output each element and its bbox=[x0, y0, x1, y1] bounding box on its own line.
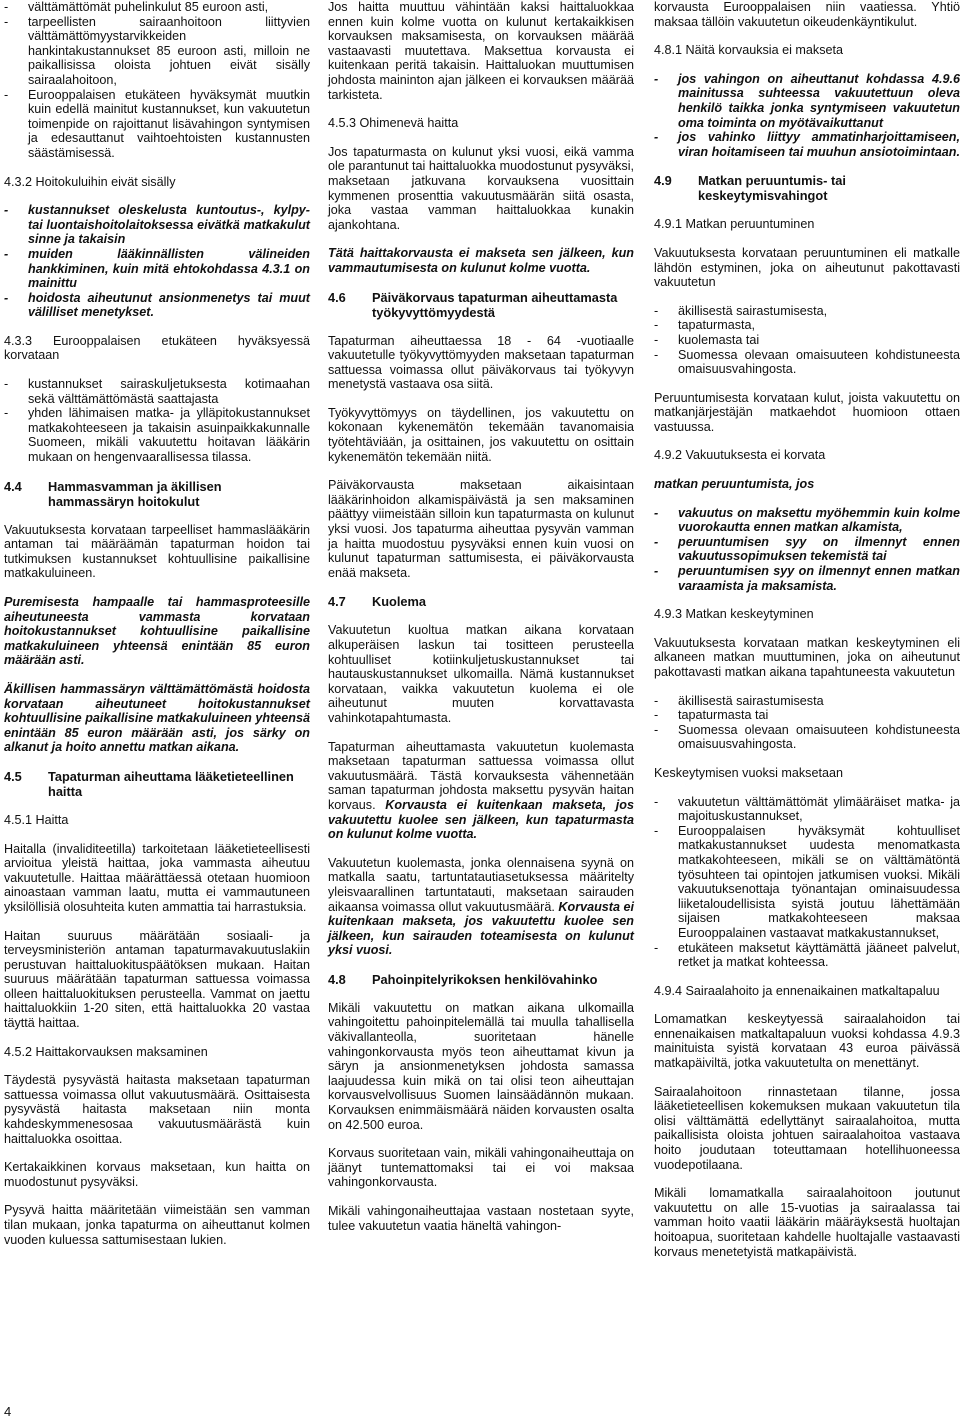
paragraph: Työkyvyttömyys on täydellinen, jos vakuutettu on kokonaan kykenemätön tekemään tavanomaisia työtehtäviään, ja osittainen, jos vakuutettu on osittain kykenemätön tekemään niitä. bbox=[328, 405, 634, 464]
paragraph: Vakuutuksesta korvataan peruuntuminen eli matkalle lähdön estyminen, joka on aiheutunut pakottavasti vakuutetun bbox=[654, 245, 960, 290]
heading-4-4: 4.4 Hammasvamman ja äkillisen hammassäryn hoitokulut bbox=[4, 478, 222, 509]
list-item: - yhden lähimaisen matka- ja ylläpitokustannukset matkakohteeseen ja takaisin asuinpaikkakunnalle Suomeen, mikäli vakuutettu hoitavan lääkärin mukaan on hengenvaarallisessa tilassa. bbox=[4, 406, 310, 464]
list-4-9-2 bbox=[654, 506, 960, 594]
paragraph: Pysyvä haitta määritetään viimeistään sen vamman tilan mukaan, jonka tapaturma on aiheuttanut kolmen vuoden kuluessa sattumisestaan lukien. bbox=[4, 1203, 310, 1247]
list-4-9-3-payments bbox=[654, 795, 960, 970]
list-4-3-2 bbox=[4, 203, 310, 320]
page-number: 4 bbox=[4, 1404, 12, 1419]
heading-4-6: 4.6 Päiväkorvaus tapaturman aiheuttamasta työkyvyttömyydestä bbox=[328, 289, 618, 320]
paragraph: Jos haitta muuttuu vähintään kaksi haittaluokkaa ennen kuin kolme vuotta on kulunut kertakaikkisen korvauksen maksamisesta, on korvauksen määrää vastaavasti muutettava. Maksettua korvausta ei kuitenkaan peritä takaisin. Haittaluokan muuttumisen johdosta maininton ajan jälkeen ei korvauksen määrää tarkisteta. bbox=[328, 0, 634, 102]
subheading-4-9-2: 4.9.2 Vakuutuksesta ei korvata bbox=[654, 448, 826, 463]
list-item: - kustannukset oleskelusta kuntoutus-, kylpy- tai luontaishoitolaitoksessa eivätkä matkakulut sinne ja takaisin bbox=[4, 203, 310, 247]
paragraph: Vakuutetun kuoltua matkan aikana korvataan alkuperäisen laskun tai tositteen perusteella kohtuulliset kotiinkuljetuskustannukset tai hautauskustannukset ulkomailla. Nämä kustannukset korvataan, vaikka vakuutetun kuolema ei ole aiheutunut muuten korvattavasta vahinkotapahtumasta. bbox=[328, 623, 634, 725]
column-3 bbox=[654, 0, 960, 1273]
paragraph: Mikäli vahingonaiheuttajaa vastaan nostetaan syyte, tulee vakuutetun vaatia häneltä vahingon- bbox=[328, 1204, 634, 1233]
paragraph: Haitalla (invaliditeetilla) tarkoitetaan lääketieteellisesti arvioitua yleistä haittaa, joka vammasta aiheutuu vakuutetulle. Haittaa määrättäessä otetaan huomioon ainoastaan vamman laatu, mutta ei vammautuneen yksilöllisiä olosuhteita kuten ammattia tai harrastuksia. bbox=[4, 841, 310, 914]
list-item: - hoidosta aiheutunut ansionmenetys tai muut välilliset menetykset. bbox=[4, 291, 310, 320]
list-4-3-3 bbox=[4, 377, 310, 465]
subheading-4-5-2: 4.5.2 Haittakorvauksen maksaminen bbox=[4, 1044, 208, 1059]
paragraph: Täydestä pysyvästä haitasta maksetaan tapaturman sattuessa voimassa ollut vakuutusmäärä. Osittaisesta pysyvästä haitasta maksetaan niin monta kahdeskymmenesosaa vakuutusmäärästä kuin haittaluokka osoittaa. bbox=[4, 1073, 310, 1146]
list-item: - Suomessa olevaan omaisuuteen kohdistuneesta omaisuusvahingosta. bbox=[654, 348, 960, 377]
list-item: - tapaturmasta, bbox=[654, 318, 960, 333]
heading-4-5: 4.5 Tapaturman aiheuttama lääketieteellinen haitta bbox=[4, 768, 294, 799]
list-4-9-3 bbox=[654, 694, 960, 752]
list-item: - kustannukset sairaskuljetuksesta kotimaahan sekä välttämättömästä saattajasta bbox=[4, 377, 310, 406]
list-4-8-1 bbox=[654, 72, 960, 160]
subheading-4-9-3: 4.9.3 Matkan keskeytyminen bbox=[654, 607, 814, 622]
list-item: - Suomessa olevaan omaisuuteen kohdistuneesta omaisuusvahingosta. bbox=[654, 723, 960, 752]
list-item: - peruuntumisen syy on ilmennyt ennen vakuutussopimuksen tekemistä tai bbox=[654, 535, 960, 564]
heading-4-9: 4.9 Matkan peruuntumis- tai keskeytymisvahingot bbox=[654, 173, 846, 204]
paragraph: Vakuutetun kuolemasta, jonka olennaisena syynä on matkalla saatu, tartuntatautiasetuksessa määritelty yleisvaarallinen tartuntatauti, maksetaan sairauden aikaansa voimassa ollut vakuutusmäärä. Korvausta ei kuitenkaan makseta, jos vakuutettu kuolee sen jälkeen, kun sairauden toteamisesta on kulunut yksi vuosi. bbox=[328, 855, 635, 958]
paragraph: Haitan suuruus määrätään sosiaali- ja terveysministeriön antaman tapaturmavakuutuslakiin perustuvan haittaluokituspäätöksen mukaan. Haitan suuruus määrätään tapaturman sattuessa voimassa olleen haittaluokituksen perusteella. Vammat on jaettu haittaluokkiin 1-20 siten, että haittaluokka 20 vastaa täyttä haittaa. bbox=[4, 928, 310, 1031]
list-item: - äkillisestä sairastumisesta, bbox=[654, 304, 960, 319]
subheading-4-8-1: 4.8.1 Näitä korvauksia ei makseta bbox=[654, 43, 843, 58]
paragraph: korvausta Eurooppalaisen niin vaatiessa. Yhtiö maksaa tällöin vakuutetun oikeudenkäyntikulut. bbox=[654, 0, 960, 29]
subheading-4-5-1: 4.5.1 Haitta bbox=[4, 812, 69, 827]
list-item: - Eurooppalaisen etukäteen hyväksymät muutkin kuin edellä mainitut kustannukset, kun vakuutetun toimenpide on rajoittanut lisävahingon syntymisen ja edesauttanut vaihtoehtoisten kustannusten säästämisessä. bbox=[4, 88, 310, 161]
list-item: - kuolemasta tai bbox=[654, 333, 960, 348]
paragraph: Tapaturman aiheuttamasta vakuutetun kuolemasta maksetaan tapaturman sattuessa voimassa ollut vakuutusmäärä. Tästä korvauksesta vähennetään saman tapaturman johdosta maksettu pysyvän haitan korvaus. Korvausta ei kuitenkaan makseta, jos vakuutettu kuolee sen jälkeen, kun tapaturmasta on kulunut kolme vuotta. bbox=[328, 739, 634, 842]
paragraph: Päiväkorvausta maksetaan aikaisintaan lääkärinhoidon alkamispäivästä ja sen maksaminen päättyy viimeistään silloin kun tapaturmasta on kulunut yksi vuosi. Jos tapaturma aiheuttaa pysyvän vamman ja haitta muodostuu pysyväksi ennen kuin vuosi on kulunut tapaturman sattumisesta, ei päiväkorvausta enää makseta. bbox=[328, 478, 634, 580]
paragraph: Vakuutuksesta korvataan tarpeelliset hammaslääkärin antaman tai määräämän tapaturman hoidon tai tutkimuksen kustannukset kohtuullisine paikallisine matkakuluineen. bbox=[4, 522, 310, 581]
subheading-4-9-1: 4.9.1 Matkan peruuntuminen bbox=[654, 217, 815, 232]
paragraph: Puremisesta hampaalle tai hammasproteesille aiheutuneesta vammasta korvataan hoitokustannukset kohtuullisine paikallisine matkakuluineen yhteensä enintään 85 euron määrään asti. bbox=[4, 595, 310, 668]
paragraph: Vakuutuksesta korvataan matkan keskeytyminen eli alkaneen matkan muuttuminen, joka on aiheutunut pakottavasti matkan aikana tapahtuneesta vakuutetun bbox=[654, 635, 960, 679]
list-item: - muiden lääkinnällisten välineiden hankkiminen, kuin mitä ehtokohdassa 4.3.1 on mainittu bbox=[4, 247, 310, 291]
subheading-4-3-3: 4.3.3 Eurooppalaisen etukäteen hyväksyessä korvataan bbox=[4, 333, 310, 363]
paragraph: Kertakaikkinen korvaus maksetaan, kun haitta on muodostunut pysyväksi. bbox=[4, 1160, 310, 1189]
list-item: - etukäteen maksetut käyttämättä jääneet palvelut, retket ja matkat kohteessa. bbox=[654, 941, 960, 970]
list-4-3-1-end bbox=[4, 0, 310, 161]
subheading-4-5-3: 4.5.3 Ohimenevä haitta bbox=[328, 116, 459, 131]
column-2 bbox=[328, 0, 634, 1247]
paragraph: Mikäli lomamatkalla sairaalahoitoon joutunut vakuutettu on alle 15-vuotias ja sairaalassa tai vamman hoito vaatii lääkärin määräyksestä huoltajan hoitoapua, suoritetaan kahdelle huoltajalle vastaavasti korvaus menetetyistä matkapäivistä. bbox=[654, 1186, 960, 1259]
subheading-4-9-2-lead: matkan peruuntumista, jos bbox=[654, 477, 815, 492]
subheading-4-3-2: 4.3.2 Hoitokuluihin eivät sisälly bbox=[4, 174, 176, 189]
paragraph: Mikäli vakuutettu on matkan aikana ulkomailla vahingoitettu pahoinpitelemällä tai muulla tahallisella väkivallanteolla, suoritetaan hänelle vahingonkorvausta myös teon aiheuttamat kivun ja säryn ja ansionmenetyksen johdosta samassa laajuudessa kuin mikä on tai olisi teon aiheuttajan korvausvelvollisuus Suomen lainsäädännön mukaan. Korvauksen enimmäismäärä näiden korvausten osalta on 42.500 euroa. bbox=[328, 1000, 634, 1132]
paragraph: Lomamatkan keskeytyessä sairaalahoidon tai ennenaikaisen matkaltapaluun vuoksi kohdassa 4.9.3 mainituista syistä korvataan 43 euroa päivässä matkapäiviltä, jotka vakuutetulta on menettänyt. bbox=[654, 1012, 960, 1071]
paragraph: Korvaus suoritetaan vain, mikäli vahingonaiheuttaja on jäänyt tuntemattomaksi tai ei voi maksaa vahingonkorvausta. bbox=[328, 1146, 634, 1190]
list-item: - tarpeellisten sairaanhoitoon liittyvien välttämättömyystarvikkeiden hankintakustannukset 85 euroon asti, milloin ne paikallisissa oloista johtuen eivät sisälly sairaalahoitoon, bbox=[4, 15, 310, 88]
list-item: - peruuntumisen syy on ilmennyt ennen matkan varaamista ja maksamista. bbox=[654, 564, 960, 593]
list-item: - tapaturmasta tai bbox=[654, 708, 960, 723]
paragraph: Peruuntumisesta korvataan kulut, joista vakuutettu on matkanjärjestäjän matkaehdot huomioon ottaen vastuussa. bbox=[654, 390, 960, 434]
paragraph: Tätä haittakorvausta ei makseta sen jälkeen, kun vammautumisesta on kulunut kolme vuotta. bbox=[328, 246, 634, 275]
paragraph: Sairaalahoitoon rinnastetaan tilanne, jossa lääketieteellisen kokemuksen mukaan vakuutetun tila olisi välttämättä edellyttänyt sairaalahoitoa, mutta paikallisista oloista johtuen sairaalahoitoa vastaava hoito joudutaan toteuttamaan hotellihuoneessa vuodepotilaana. bbox=[654, 1084, 960, 1172]
list-item: - vakuutetun välttämättömät ylimääräiset matka- ja majoituskustannukset, bbox=[654, 795, 960, 824]
heading-4-8: 4.8 Pahoinpitelyrikoksen henkilövahinko bbox=[328, 971, 598, 987]
heading-4-7: 4.7 Kuolema bbox=[328, 594, 427, 610]
paragraph: Äkillisen hammassäryn välttämättömästä hoidosta korvataan aiheutuneet hoitokustannukset kohtuullisine paikallisine matkakuluineen yhteensä enintään 85 euron määrään asti, jos särky on alkanut ja hoito annettu matkan aikana. bbox=[4, 681, 310, 755]
list-item: - välttämättömät puhelinkulut 85 euroon asti, bbox=[4, 0, 310, 15]
column-1 bbox=[4, 0, 310, 1261]
paragraph: Tapaturman aiheuttaessa 18 - 64 -vuotiaalle vakuutetulle työkyvyttömyyden maksetaan tapaturman sattuessa voimassa ollut päiväkorvaus tai työkyvyn menetystä vastaava osa siitä. bbox=[328, 333, 634, 392]
list-item: - jos vahinko liittyy ammatinharjoittamiseen, viran hoitamiseen tai muuhun ansiotoimintaan. bbox=[654, 130, 960, 159]
paragraph: Keskeytymisen vuoksi maksetaan bbox=[654, 765, 843, 780]
subheading-4-9-4: 4.9.4 Sairaalahoito ja ennenaikainen matkaltapaluu bbox=[654, 983, 940, 998]
list-item: - Eurooppalaisen hyväksymät kohtuulliset matkakustannukset uudesta menomatkasta matkakohteeseen, mikäli se on välttämätöntä työsuhteen tai opintojen jatkumisen vuoksi. Mikäli vakuutuksenottaja työnantajan ominaisuudessa liiketaloudellisista syistä joutuu lähettämään sijaisen matkakohteeseen maksaa Eurooppalainen vastaavat matkakustannukset, bbox=[654, 824, 960, 941]
paragraph: Jos tapaturmasta on kulunut yksi vuosi, eikä vamma ole parantunut tai haittaluokka muodostunut pysyväksi, maksetaan jatkuvana korvauksena vuosittain kymmenen prosenttia vakuutusmäärän siitä osasta, joka vastaa vamman haittaluokkaa kunakin ajankohtana. bbox=[328, 144, 634, 232]
list-4-9-1 bbox=[654, 304, 960, 377]
list-item: - äkillisestä sairastumisesta bbox=[654, 694, 960, 709]
list-item: - vakuutus on maksettu myöhemmin kuin kolme vuorokautta ennen matkan alkamista, bbox=[654, 506, 960, 535]
list-item: - jos vahingon on aiheuttanut kohdassa 4.9.6 mainitussa suhteessa vakuutettuun oleva henkilö taikka jonka syntymiseen vakuutetun oma toiminta on myötävaikuttanut bbox=[654, 72, 960, 130]
